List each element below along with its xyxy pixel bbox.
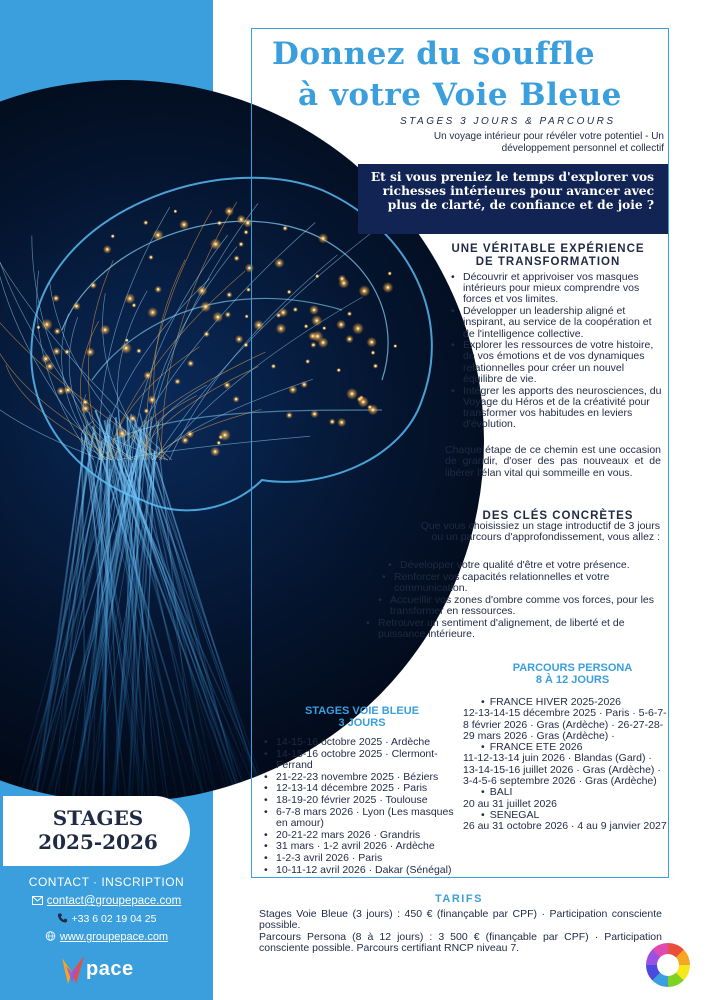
phone-number: +33 6 02 19 04 25 [71,913,157,925]
question-banner [358,164,668,234]
stages-years: 2025-2026 [38,830,158,854]
subtitle: STAGES 3 JOURS & PARCOURS [400,116,616,127]
banner-text: Et si vous preniez le temps d'explorer vos richesses intérieures pour avancer avec plus de clarté, de confiance et de joie ? [370,170,654,212]
persona-group-label: • FRANCE ETE 2026 [463,742,668,753]
persona-heading-line2: 8 À 12 JOURS [535,674,610,686]
tarifs-heading: TARIFS [435,893,483,905]
list-item: • 31 mars · 1-2 avril 2026 · Ardèche [264,841,464,852]
persona-badge-icon [646,943,690,987]
list-item: • Explorer les ressources de votre histoire, de vos émotions et de vos dynamiques relationnelles pour créer un nouvel équilibre de vie. [451,340,664,385]
section1-heading-line2: DE TRANSFORMATION [475,256,621,268]
stages-heading-line1: STAGES VOIE BLEUE [304,705,420,717]
stages-years-pill [3,796,190,866]
page-title-line1: Donnez du souffle [272,36,596,72]
contact-heading: CONTACT · INSCRIPTION [28,875,185,889]
list-item: • 14-15-16 octobre 2025 · Ardèche [264,737,464,748]
list-item: • 21-22-23 novembre 2025 · Béziers [264,772,464,783]
list-item: • 20-21-22 mars 2026 · Grandris [264,830,464,841]
keys-list [378,560,666,640]
list-item: • Retrouver un sentiment d'alignement, de liberté et de puissance intérieure. [366,618,666,640]
email-link[interactable]: contact@groupepace.com [46,895,182,907]
list-item: • 18-19-20 février 2025 · Toulouse [264,795,464,806]
list-item: • 14-15-16 octobre 2025 · Clermont-Ferrand [264,749,464,771]
list-item: • 1-2-3 avril 2026 · Paris [264,853,464,864]
persona-group-dates: 26 au 31 octobre 2026 · 4 au 9 janvier 2027 [463,820,667,833]
contact-website-row [0,931,213,943]
contact-phone-row [0,913,213,925]
contact-email-row [0,895,213,907]
section1-heading-line1: UNE VÉRITABLE EXPÉRIENCE [451,243,645,255]
stages-years-text [3,806,193,854]
section2-heading: DES CLÉS CONCRÈTES [482,510,634,522]
stages-label: STAGES [52,806,144,830]
list-item: • Accueillir vos zones d'ombre comme vos forces, pour les transformer en ressources. [378,595,666,617]
stages-heading [282,705,442,729]
list-item: • Découvrir et apprivoiser vos masques intérieurs pour mieux comprendre vos forces et vos limites. [451,272,664,306]
section1-heading [438,243,658,269]
persona-heading-line1: PARCOURS PERSONA [512,662,633,674]
persona-heading [480,662,665,686]
list-item: • Renforcer vos capacités relationnelles et votre communication. [382,572,666,594]
persona-dates-list [463,697,668,833]
list-item: • 10-11-12 avril 2026 · Dakar (Sénégal) [264,865,464,876]
persona-group-label: • SENEGAL [463,810,668,821]
mail-icon [32,896,43,905]
tarifs-line2: Parcours Persona (8 à 12 jours) : 3 500 € (finançable par CPF) · Participation consciente possible. Parcours certifiant RNCP niveau 7. [259,930,662,954]
stages-heading-line2: 3 JOURS [338,717,386,729]
persona-group-dates: 11-12-13-14 juin 2026 · Blandas (Gard) · 13-14-15-16 juillet 2026 · Gras (Ardèche) · 3-4-5-6 septembre 2026 · Gras (Ardèche) [463,752,661,788]
tarifs-line1: Stages Voie Bleue (3 jours) : 450 € (finançable par CPF) · Participation consciente possible. [259,908,662,932]
list-item: • 6-7-8 mars 2026 · Lyon (Les masques en amour) [264,807,464,829]
persona-group-label: • BALI [463,787,668,798]
list-item: • 12-13-14 décembre 2025 · Paris [264,783,464,794]
transformation-paragraph: Chaque étape de ce chemin est une occasion de grandir, d'oser des pas nouveaux et de libérer l'élan vital qui sommeille en vous. [445,444,661,479]
tarifs-text [259,909,662,954]
stages-dates-list [264,737,464,876]
globe-icon [45,931,56,941]
persona-group-dates: 12-13-14-15 décembre 2025 · Paris · 5-6-7-8 février 2026 · Gras (Ardèche) · 26-27-28-29 mars 2026 · Gras (Ardèche) · [463,707,667,742]
website-link[interactable]: www.groupepace.com [59,931,169,943]
list-item: • Développer un leadership aligné et inspirant, au service de la coopération et de l'intelligence collective. [451,306,664,340]
list-item: • Développer votre qualité d'être et votre présence. [388,560,666,571]
tagline: Un voyage intérieur pour révéler votre potentiel - Un développement personnel et collectif [433,131,664,154]
section2-intro: Que vous choisissiez un stage introductif de 3 jours ou un parcours d'approfondissement, vous allez : [420,520,660,544]
phone-icon [57,913,68,923]
page-title-line2: à votre Voie Bleue [298,77,622,113]
pace-logo-text: pace [86,958,134,980]
list-item: • Intégrer les apports des neurosciences, du Voyage du Héros et de la créativité pour transformer vos habitudes en leviers d'évolution. [451,386,664,431]
transformation-list [451,272,664,431]
persona-group-dates: 20 au 31 juillet 2026 [463,797,557,810]
persona-group-label: • FRANCE HIVER 2025-2026 [463,697,668,708]
